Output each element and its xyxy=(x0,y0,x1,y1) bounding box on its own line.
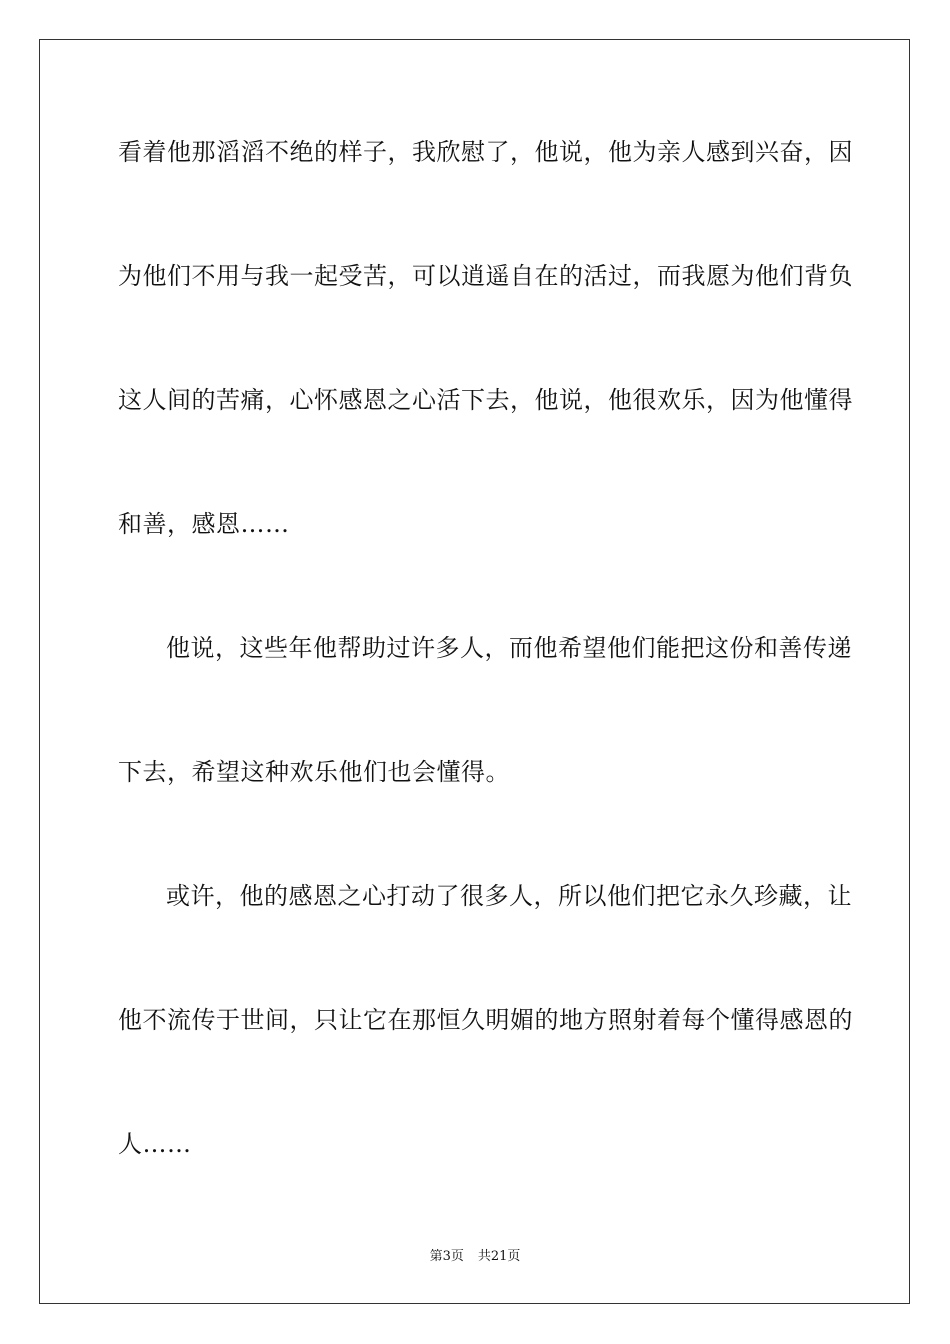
paragraph-line: 为他们不用与我一起受苦，可以逍遥自在的活过，而我愿为他们背负 xyxy=(118,262,853,290)
total-pages: 共21页 xyxy=(477,1249,521,1264)
page-border xyxy=(39,39,910,1304)
paragraph-line: 人…… xyxy=(118,1130,192,1158)
page-footer xyxy=(0,1248,950,1266)
paragraph-line: 他说，这些年他帮助过许多人，而他希望他们能把这份和善传递 xyxy=(166,634,852,662)
paragraph-line: 这人间的苦痛，心怀感恩之心活下去，他说，他很欢乐，因为他懂得 xyxy=(118,386,853,414)
paragraph-line: 或许，他的感恩之心打动了很多人，所以他们把它永久珍藏，让 xyxy=(166,882,852,910)
paragraph-line: 看着他那滔滔不绝的样子，我欣慰了，他说，他为亲人感到兴奋，因 xyxy=(118,138,853,166)
paragraph-line: 和善，感恩…… xyxy=(118,510,290,538)
paragraph-line: 下去，希望这种欢乐他们也会懂得。 xyxy=(118,758,510,786)
paragraph-line: 他不流传于世间，只让它在那恒久明媚的地方照射着每个懂得感恩的 xyxy=(118,1006,853,1034)
page-number: 第3页 xyxy=(429,1249,464,1264)
